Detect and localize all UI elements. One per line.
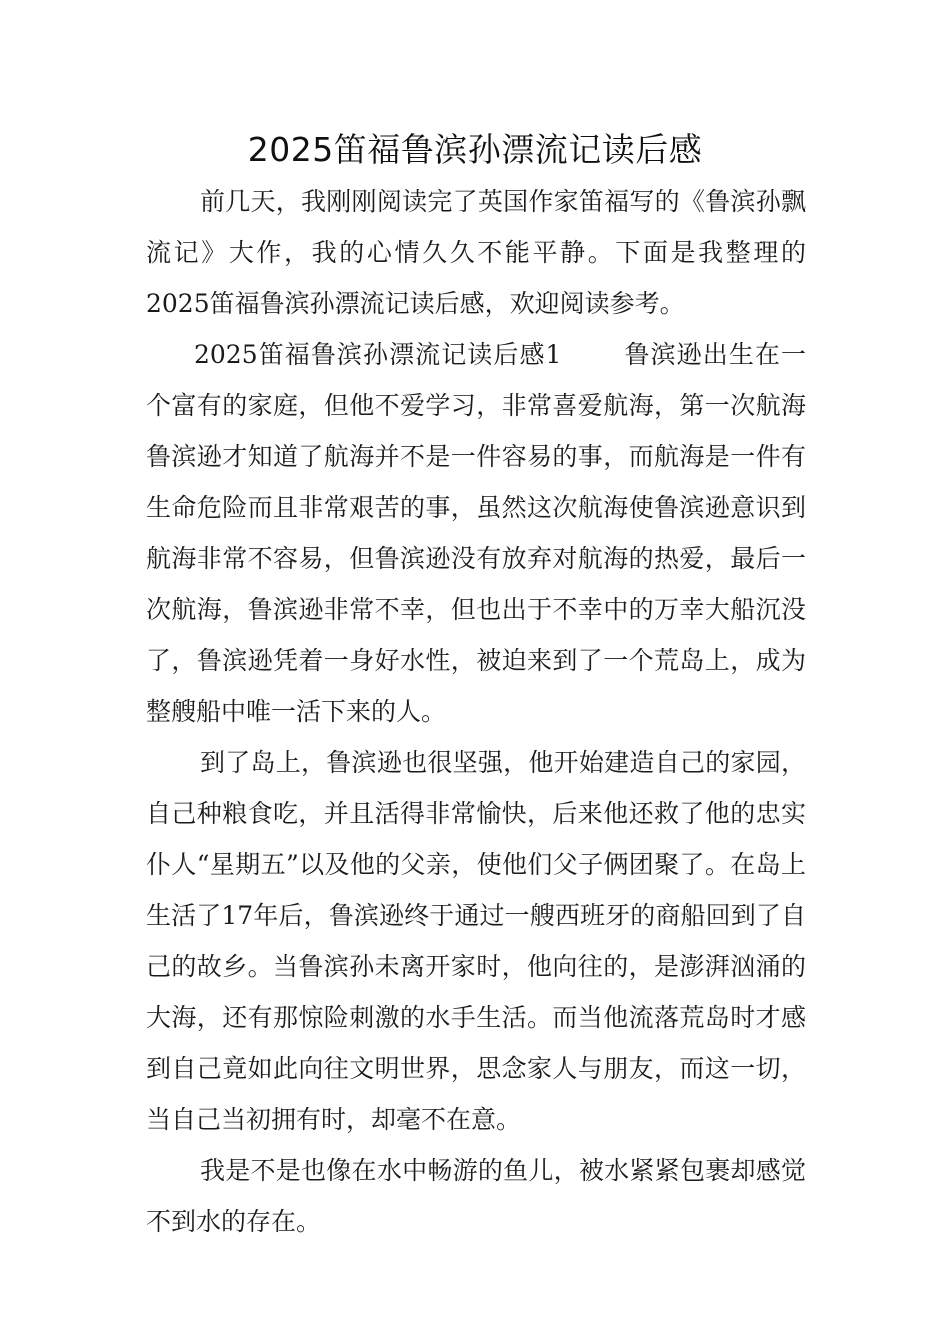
- section-1-text: 鲁滨逊出生在一个富有的家庭，但他不爱学习，非常喜爱航海，第一次航海鲁滨逊才知道了航海并不是一件容易的事，而航海是一件有生命危险而且非常艰苦的事，虽然这次航海使鲁滨逊意识到航海非常不容易，但鲁滨逊没有放弃对航海的热爱，最后一次航海，鲁滨逊非常不幸，但也出于不幸中的万幸大船沉没了，鲁滨逊凭着一身好水性，被迫来到了一个荒岛上，成为整艘船中唯一活下来的人。: [146, 340, 806, 726]
- body-paragraph-2: 到了岛上，鲁滨逊也很坚强，他开始建造自己的家园，自己种粮食吃，并且活得非常愉快，后来他还救了他的忠实仆人“星期五”以及他的父亲，使他们父子俩团聚了。在岛上生活了17年后，鲁滨逊终于通过一艘西班牙的商船回到了自己的故乡。当鲁滨孙未离开家时，他向往的，是澎湃汹涌的大海，还有那惊险刺激的水手生活。而当他流落荒岛时才感到自己竟如此向往文明世界，思念家人与朋友，而这一切，当自己当初拥有时，却毫不在意。: [146, 748, 806, 1134]
- document-title: 2025笛福鲁滨孙漂流记读后感: [247, 130, 703, 169]
- intro-paragraph: 前几天，我刚刚阅读完了英国作家笛福写的《鲁滨孙飘流记》大作，我的心情久久不能平静。下面是我整理的2025笛福鲁滨孙漂流记读后感，欢迎阅读参考。: [146, 187, 806, 318]
- body-paragraph-3: 我是不是也像在水中畅游的鱼儿，被水紧紧包裹却感觉不到水的存在。: [146, 1156, 806, 1236]
- section-1-heading: 2025笛福鲁滨孙漂流记读后感1: [194, 340, 562, 369]
- section-1-paragraph: [146, 329, 806, 737]
- document-body: [146, 176, 806, 1247]
